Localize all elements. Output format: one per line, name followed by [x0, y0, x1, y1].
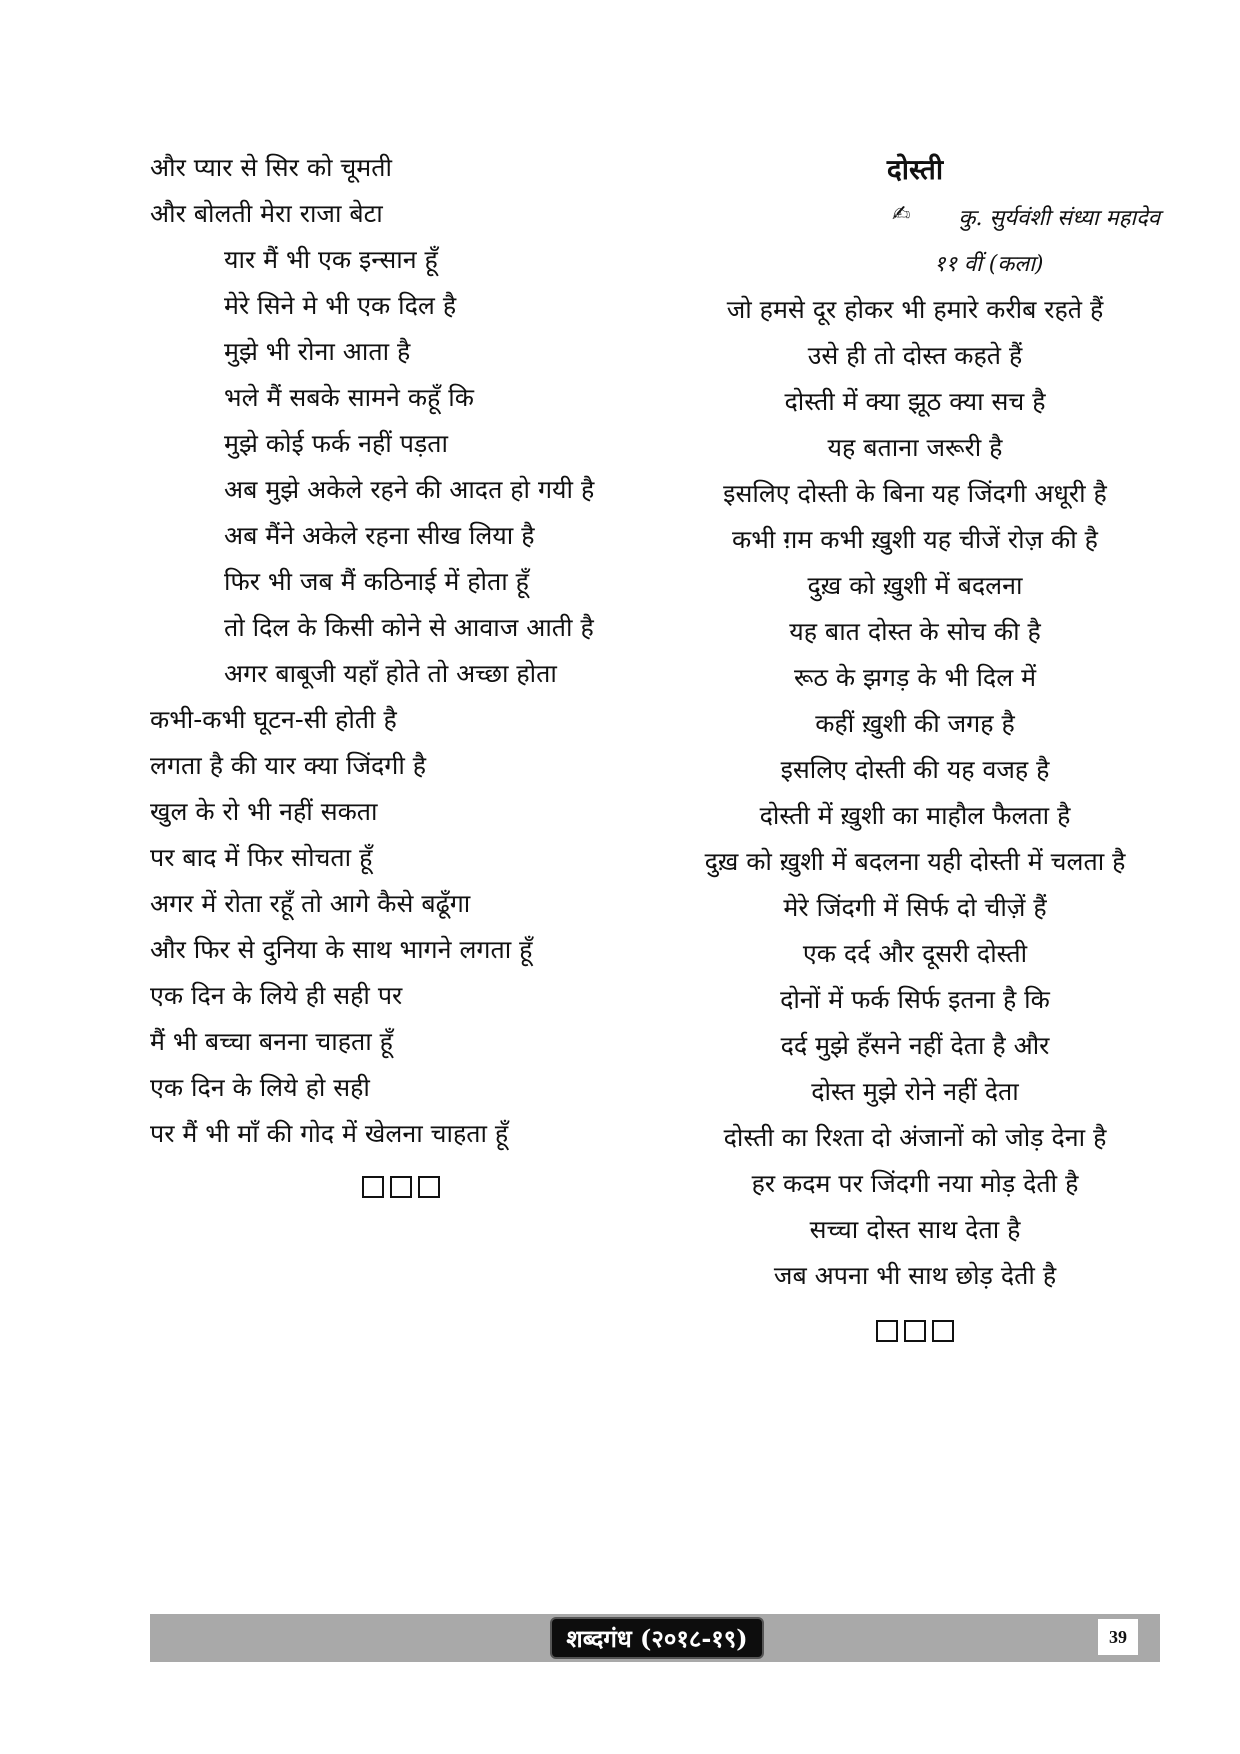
- poem-line: मैं भी बच्चा बनना चाहता हूँ: [150, 1027, 393, 1056]
- poem-line: दोस्ती में क्या झूठ क्या सच है: [784, 387, 1046, 416]
- poem-line: उसे ही तो दोस्त कहते हैं: [807, 341, 1023, 370]
- poem-line: कहीं ख़ुशी की जगह है: [815, 709, 1015, 738]
- left-poem: [150, 0, 630, 1200]
- end-marks-icon: [362, 1176, 440, 1198]
- square-icon: [932, 1320, 954, 1342]
- right-poem: [670, 0, 1160, 1400]
- poem-line: रूठ के झगड़ के भी दिल में: [793, 663, 1037, 692]
- poem-line: इसलिए दोस्ती की यह वजह है: [780, 755, 1050, 784]
- poem-line: अब मैंने अकेले रहना सीख लिया है: [224, 521, 535, 550]
- poem-line: भले मैं सबके सामने कहूँ कि: [224, 383, 474, 412]
- poem-line: खुल के रो भी नहीं सकता: [150, 797, 378, 826]
- poem-line: हर कदम पर जिंदगी नया मोड़ देती है: [751, 1169, 1079, 1198]
- square-icon: [390, 1176, 412, 1198]
- poem-class: ११ वीं (कला): [934, 252, 1044, 277]
- poem-line: पर मैं भी माँ की गोद में खेलना चाहता हूँ: [150, 1119, 509, 1148]
- poem-line: यह बताना जरूरी है: [827, 433, 1003, 462]
- square-icon: [904, 1320, 926, 1342]
- poem-line: यह बात दोस्त के सोच की है: [789, 617, 1041, 646]
- poem-line: मुझे भी रोना आता है: [224, 337, 411, 366]
- poem-line: दोस्ती में ख़ुशी का माहौल फैलता है: [759, 801, 1071, 830]
- poem-line: एक दिन के लिये हो सही: [150, 1073, 370, 1102]
- poem-line: पर बाद में फिर सोचता हूँ: [150, 843, 373, 872]
- page-number: 39: [1098, 1619, 1138, 1655]
- poem-line: एक दिन के लिये ही सही पर: [150, 981, 403, 1010]
- poem-line: जब अपना भी साथ छोड़ देती है: [773, 1261, 1057, 1290]
- poem-line: और प्यार से सिर को चूमती: [150, 153, 392, 182]
- poem-line: और फिर से दुनिया के साथ भागने लगता हूँ: [150, 935, 533, 964]
- poem-line: तो दिल के किसी कोने से आवाज आती है: [224, 613, 594, 642]
- poem-line: दोनों में फर्क सिर्फ इतना है कि: [780, 985, 1050, 1014]
- poem-line: मेरे जिंदगी में सिर्फ दो चीज़ें हैं: [783, 893, 1047, 922]
- poem-line: मेरे सिने मे भी एक दिल है: [224, 291, 457, 320]
- pen-nib-icon: ✍: [892, 202, 911, 227]
- square-icon: [876, 1320, 898, 1342]
- poem-line: फिर भी जब मैं कठिनाई में होता हूँ: [224, 567, 529, 596]
- poem-line: एक दर्द और दूसरी दोस्ती: [802, 939, 1028, 968]
- poem-line: कभी-कभी घूटन-सी होती है: [150, 705, 397, 734]
- square-icon: [418, 1176, 440, 1198]
- end-marks-icon: [876, 1320, 954, 1342]
- poem-line: दोस्ती का रिश्ता दो अंजानों को जोड़ देना है: [723, 1123, 1107, 1152]
- poem-author: कु. सुर्यवंशी संध्या महादेव: [958, 206, 1160, 231]
- poem-line: मुझे कोई फर्क नहीं पड़ता: [224, 429, 448, 458]
- poem-line: सच्चा दोस्त साथ देता है: [809, 1215, 1021, 1244]
- square-icon: [362, 1176, 384, 1198]
- poem-line: अगर बाबूजी यहाँ होते तो अच्छा होता: [224, 659, 557, 688]
- poem-line: कभी ग़म कभी ख़ुशी यह चीजें रोज़ की है: [732, 525, 1098, 554]
- poem-line: दुख़ को ख़ुशी में बदलना यही दोस्ती में चलता है: [704, 847, 1126, 876]
- poem-line: लगता है की यार क्या जिंदगी है: [150, 751, 427, 780]
- poem-line: और बोलती मेरा राजा बेटा: [150, 199, 383, 228]
- poem-line: अब मुझे अकेले रहने की आदत हो गयी है: [224, 475, 595, 504]
- poem-line: यार मैं भी एक इन्सान हूँ: [224, 245, 438, 274]
- poem-line: जो हमसे दूर होकर भी हमारे करीब रहते हैं: [726, 295, 1104, 324]
- journal-title: शब्दगंध (२०१८-१९): [550, 1617, 764, 1659]
- poem-line: दर्द मुझे हँसने नहीं देता है और: [780, 1031, 1050, 1060]
- poem-line: अगर में रोता रहूँ तो आगे कैसे बढूँगा: [150, 889, 471, 918]
- poem-line: दोस्त मुझे रोने नहीं देता: [811, 1077, 1019, 1106]
- poem-line: दुख़ को ख़ुशी में बदलना: [807, 571, 1023, 600]
- footer-bar: [150, 1614, 1160, 1662]
- poem-line: इसलिए दोस्ती के बिना यह जिंदगी अधूरी है: [723, 479, 1107, 508]
- poem-title: दोस्ती: [886, 153, 944, 186]
